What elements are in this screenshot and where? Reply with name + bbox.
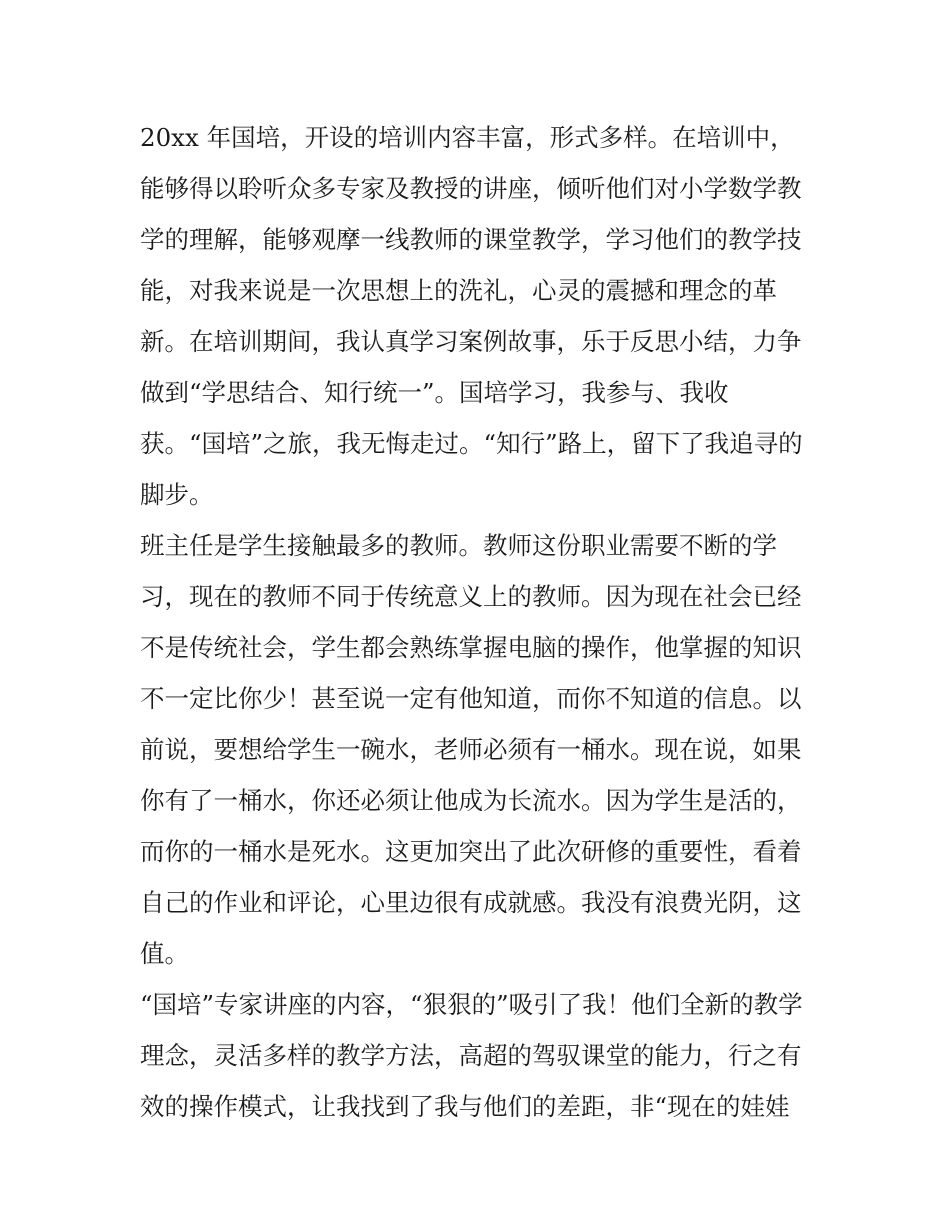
text-line: 不是传统社会，学生都会熟练掌握电脑的操作，他掌握的知识 [140, 633, 802, 662]
text-line: 脚步。 [140, 480, 214, 509]
text-line: 习，现在的教师不同于传统意义上的教师。因为现在社会已经 [140, 582, 802, 611]
paragraph-3 [140, 979, 820, 1132]
text-line: 自己的作业和评论，心里边很有成就感。我没有浪费光阴，这 [140, 888, 802, 917]
paragraph-1 [140, 112, 820, 520]
text-line: 前说，要想给学生一碗水，老师必须有一桶水。现在说，如果 [140, 735, 802, 764]
document-body [140, 112, 820, 1132]
text-line: 理念，灵活多样的教学方法，高超的驾驭课堂的能力，行之有 [140, 1041, 802, 1070]
text-line: 做到“学思结合、知行统一”。国培学习，我参与、我收 [140, 378, 729, 407]
text-line: 效的操作模式，让我找到了我与他们的差距，非“现在的娃娃 [140, 1092, 790, 1121]
text-line: 而你的一桶水是死水。这更加突出了此次研修的重要性，看着 [140, 837, 802, 866]
text-line: 能够得以聆听众多专家及教授的讲座，倾听他们对小学数学教 [140, 174, 802, 203]
paragraph-2 [140, 520, 820, 979]
text-line: 能，对我来说是一次思想上的洗礼，心灵的震撼和理念的革 [140, 276, 777, 305]
text-line: 不一定比你少！甚至说一定有他知道，而你不知道的信息。以 [140, 684, 802, 713]
text-line: 20xx 年国培，开设的培训内容丰富，形式多样。在培训中， [140, 123, 795, 152]
text-line: 新。在培训期间，我认真学习案例故事，乐于反思小结，力争 [140, 327, 802, 356]
text-line: “国培”专家讲座的内容，“狠狠的”吸引了我！他们全新的教学 [140, 990, 803, 1019]
text-line: 学的理解，能够观摩一线教师的课堂教学，学习他们的教学技 [140, 225, 802, 254]
text-line: 班主任是学生接触最多的教师。教师这份职业需要不断的学 [140, 531, 777, 560]
text-line: 获。“国培”之旅，我无悔走过。“知行”路上，留下了我追寻的 [140, 429, 803, 458]
text-line: 值。 [140, 939, 189, 968]
text-line: 你有了一桶水，你还必须让他成为长流水。因为学生是活的， [140, 786, 802, 815]
